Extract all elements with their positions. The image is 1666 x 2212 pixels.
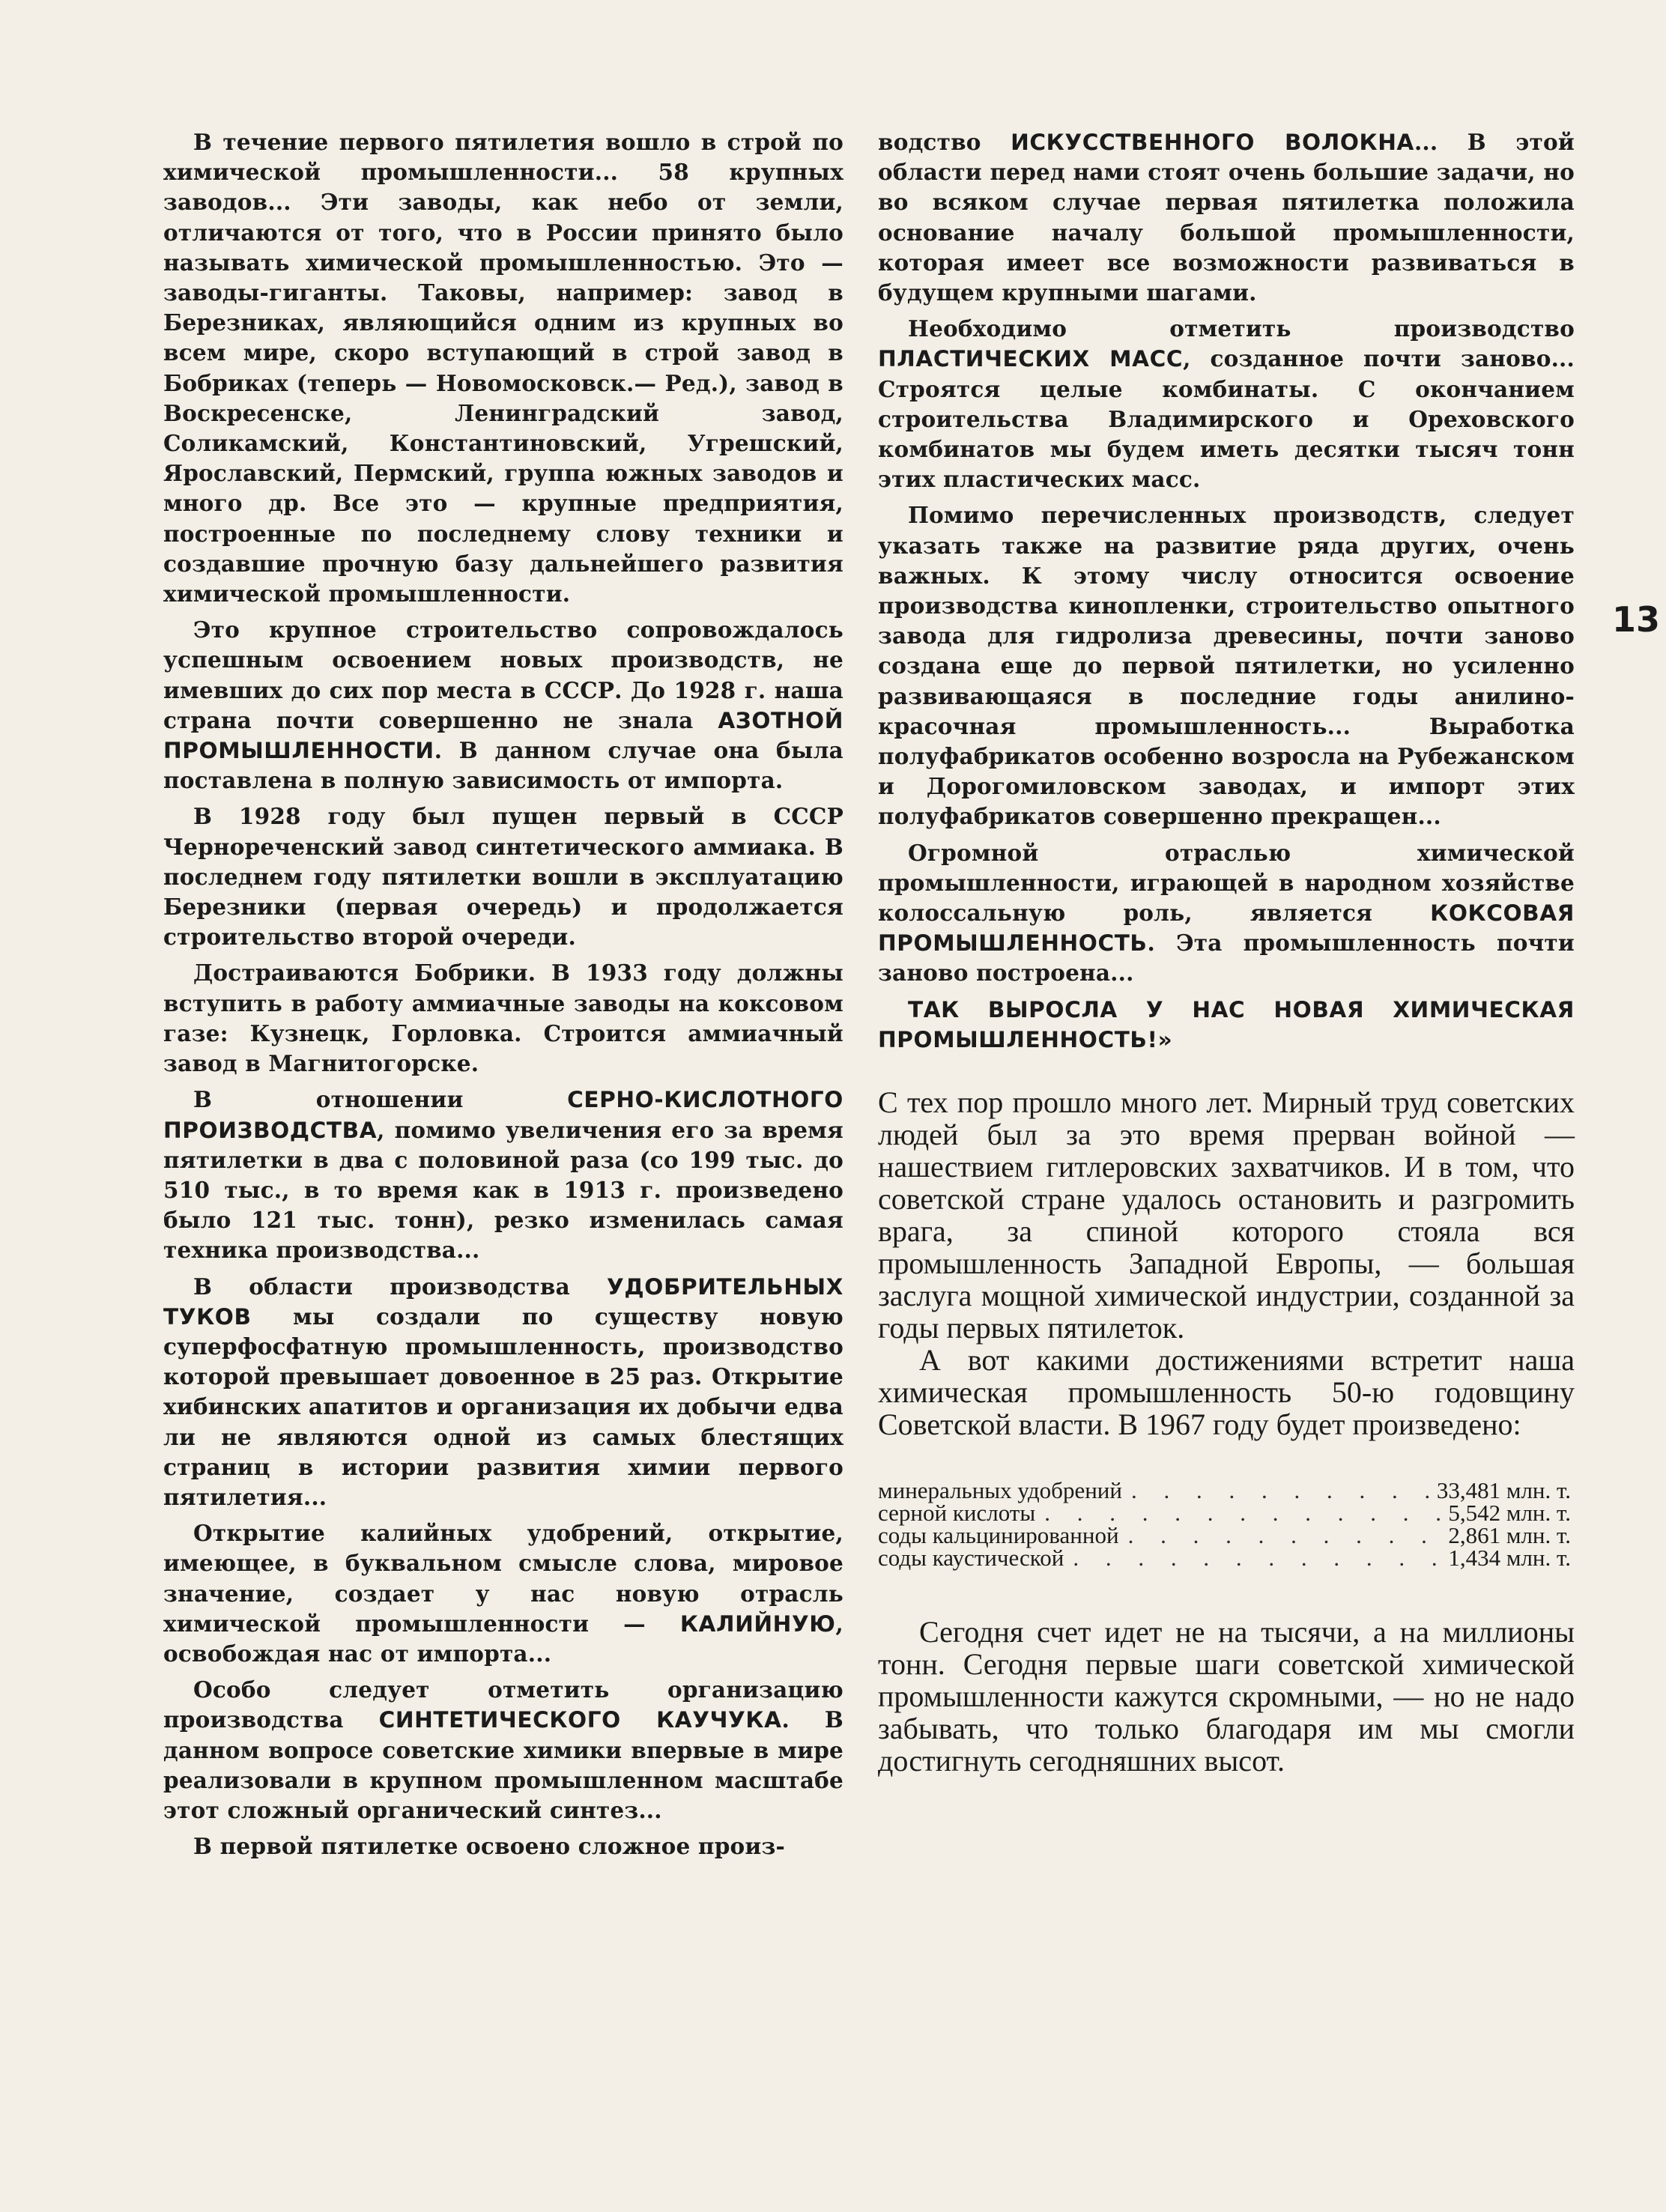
dot-leader bbox=[1122, 1479, 1432, 1502]
stat-row bbox=[878, 1500, 1571, 1527]
stat-row bbox=[878, 1545, 1571, 1572]
text-segment: , помимо увеличения его за время пятилетки в два с половиной раза (со 199 тыс. до 510 тыс., в то время как в 1913 г. произведено было 121 тыс. тонн), резко изменилась самая техника производства... bbox=[163, 1116, 843, 1264]
article-paragraph bbox=[163, 958, 843, 1079]
article-paragraph bbox=[163, 127, 843, 609]
text-segment: , освобождая нас от импорта... bbox=[163, 1610, 843, 1667]
emphasized-term: СИНТЕТИЧЕСКОГО КАУЧУКА bbox=[378, 1707, 782, 1733]
stat-value: 2,861 млн. т. bbox=[1448, 1522, 1571, 1549]
dot-leader bbox=[1119, 1524, 1444, 1547]
article-paragraph bbox=[878, 995, 1575, 1055]
editorial-text bbox=[878, 1086, 1575, 1440]
quoted-text-continuation bbox=[878, 127, 1575, 1055]
right-column bbox=[878, 127, 1575, 1777]
text-segment: В области производства bbox=[193, 1273, 608, 1300]
text-segment: Огромной отраслью химической промышленности, играющей в народном хозяйстве колоссальную роль, является bbox=[878, 839, 1575, 927]
article-paragraph bbox=[163, 1272, 843, 1513]
emphasized-term: УДОБРИТЕЛЬНЫХ ТУКОВ bbox=[163, 1273, 843, 1330]
text-segment: ... В этой области перед нами стоят очень большие задачи, но во всяком случае первая пятилетка положила основание началу большой промышленности, которая имеет все возможности развиваться в будущем крупными шагами. bbox=[878, 129, 1575, 306]
text-segment: Это крупное строительство сопровождалось успешным освоением новых производств, не имевших до сих пор места в СССР. До 1928 г. наша страна почти совершенно не знала bbox=[163, 616, 843, 733]
article-paragraph bbox=[163, 615, 843, 796]
stat-label: соды каустической bbox=[878, 1545, 1064, 1572]
stat-row bbox=[878, 1479, 1571, 1502]
production-stats-table bbox=[878, 1477, 1575, 1572]
text-segment: водство bbox=[878, 129, 1011, 155]
stat-value: 1,434 млн. т. bbox=[1448, 1545, 1571, 1572]
text-segment: . Эта промышленность почти заново построена... bbox=[878, 930, 1575, 987]
article-paragraph bbox=[163, 1518, 843, 1669]
stat-label: минеральных удобрений bbox=[878, 1477, 1122, 1504]
stat-value: 33,481 млн. т. bbox=[1436, 1477, 1571, 1504]
article-paragraph bbox=[163, 1831, 843, 1861]
text-segment: Достраиваются Бобрики. В 1933 году должны вступить в работу аммиачные заводы на коксовом газе: Кузнецк, Горловка. Строится аммиачный завод в Магнитогорске. bbox=[163, 960, 843, 1077]
text-segment: В 1928 году был пущен первый в СССР Чернореченский завод синтетического аммиака. В последнем году пятилетки вошли в эксплуатацию Березники (первая очередь) и продолжается строительство второй очереди. bbox=[163, 803, 843, 951]
text-segment: , созданное почти заново... Строятся целые комбинаты. С окончанием строительства Владимирского и Ореховского комбинатов мы будем иметь десятки тысяч тонн этих пластических масс. bbox=[878, 345, 1575, 493]
text-segment: . В данном случае она была поставлена в полную зависимость от импорта. bbox=[163, 737, 843, 794]
stat-row bbox=[878, 1524, 1571, 1547]
editorial-paragraph: С тех пор прошло много лет. Мирный труд советских людей был за это время прерван войной — нашествием гитлеровских захватчиков. И в том, что советской стране удалось остановить и разгромить врага, за спиной которого стояла вся промышленность Западной Европы, — большая заслуга мощной химической индустрии, созданной за годы первых пятилеток. bbox=[878, 1085, 1575, 1345]
dot-leader bbox=[1035, 1502, 1444, 1524]
page-number: 13 bbox=[1612, 599, 1661, 640]
text-segment: мы создали по существу новую суперфосфатную промышленность, производство которой превышает довоенное в 25 раз. Открытие хибинских апатитов и организация их добычи едва ли не являются одной из самых блестящих страниц в истории развития химии первого пятилетия... bbox=[163, 1303, 843, 1510]
article-paragraph bbox=[878, 127, 1575, 308]
article-paragraph bbox=[163, 1675, 843, 1825]
left-column bbox=[163, 127, 843, 1867]
text-segment: Помимо перечисленных производств, следует указать также на развитие ряда других, очень важных. К этому числу относится освоение производства кинопленки, строительство опытного завода для гидролиза древесины, почти заново создана еще до первой пятилетки, но усиленно развивающаяся в последние годы анилино-красочная промышленность... Выработка полуфабрикатов особенно возросла на Рубежанском и Дорогомиловском заводах, и импорт этих полуфабрикатов совершенно прекращен... bbox=[878, 502, 1575, 830]
text-segment: Открытие калийных удобрений, открытие, имеющее, в буквальном смысле слова, мировое значение, создает у нас новую отрасль химической промышленности — bbox=[163, 1520, 843, 1637]
emphasized-term: АЗОТНОЙ ПРОМЫШЛЕННОСТИ bbox=[163, 707, 843, 764]
text-segment: В отношении bbox=[193, 1086, 568, 1113]
emphasized-term: СЕРНО-КИСЛОТНОГО ПРОИЗВОДСТВА bbox=[163, 1087, 843, 1143]
text-segment: Необходимо отметить производство bbox=[908, 315, 1575, 342]
emphasized-term: КОКСОВАЯ ПРОМЫШЛЕННОСТЬ bbox=[878, 900, 1575, 957]
article-paragraph bbox=[878, 314, 1575, 494]
emphasized-term: ТАК ВЫРОСЛА У НАС НОВАЯ ХИМИЧЕСКАЯ ПРОМЫШЛЕННОСТЬ!» bbox=[878, 996, 1575, 1052]
stat-label: соды кальцинированной bbox=[878, 1522, 1119, 1549]
text-segment: Особо следует отметить организацию производства bbox=[163, 1676, 843, 1733]
article-paragraph bbox=[878, 838, 1575, 989]
dot-leader bbox=[1064, 1547, 1444, 1569]
emphasized-term: КАЛИЙНУЮ bbox=[679, 1610, 836, 1637]
closing-paragraph: Сегодня счет идет не на тысячи, а на миллионы тонн. Сегодня первые шаги советской химической промышленности кажутся скромными, — но не надо забывать, что только благодаря им мы смогли достигнуть сегодняшних высот. bbox=[878, 1615, 1575, 1778]
text-segment: В первой пятилетке освоено сложное произ- bbox=[193, 1833, 785, 1860]
emphasized-term: ИСКУССТВЕННОГО ВОЛОКНА bbox=[1011, 130, 1414, 155]
editorial-paragraph: А вот какими достижениями встретит наша химическая промышленность 50-ю годовщину Советской власти. В 1967 году будет произведено: bbox=[878, 1343, 1575, 1442]
emphasized-term: ПЛАСТИЧЕСКИХ МАСС bbox=[878, 346, 1184, 372]
article-paragraph bbox=[878, 500, 1575, 831]
text-segment: В течение первого пятилетия вошло в строй по химической промышленности... 58 крупных заводов... Эти заводы, как небо от земли, отличаются от того, что в России принято было называть химической промышленностью. Это — заводы-гиганты. Таковы, например: завод в Березниках, являющийся одним из крупных во всем мире, скоро вступающий в строй завод в Бобриках (теперь — Новомосковск.— Ред.), завод в Воскресенске, Ленинградский завод, Соликамский, Константиновский, Угрешский, Ярославский, Пермский, группа южных заводов и много др. Все это — крупные предприятия, построенные по последнему слову техники и создавшие прочную базу дальнейшего развития химической промышленности. bbox=[163, 129, 843, 607]
stat-value: 5,542 млн. т. bbox=[1448, 1500, 1571, 1527]
article-paragraph bbox=[163, 802, 843, 952]
article-paragraph bbox=[163, 1085, 843, 1265]
text-segment: . В данном вопросе советские химики впервые в мире реализовали в крупном промышленном масштабе этот сложный органический синтез... bbox=[163, 1706, 843, 1823]
stat-label: серной кислоты bbox=[878, 1500, 1036, 1527]
